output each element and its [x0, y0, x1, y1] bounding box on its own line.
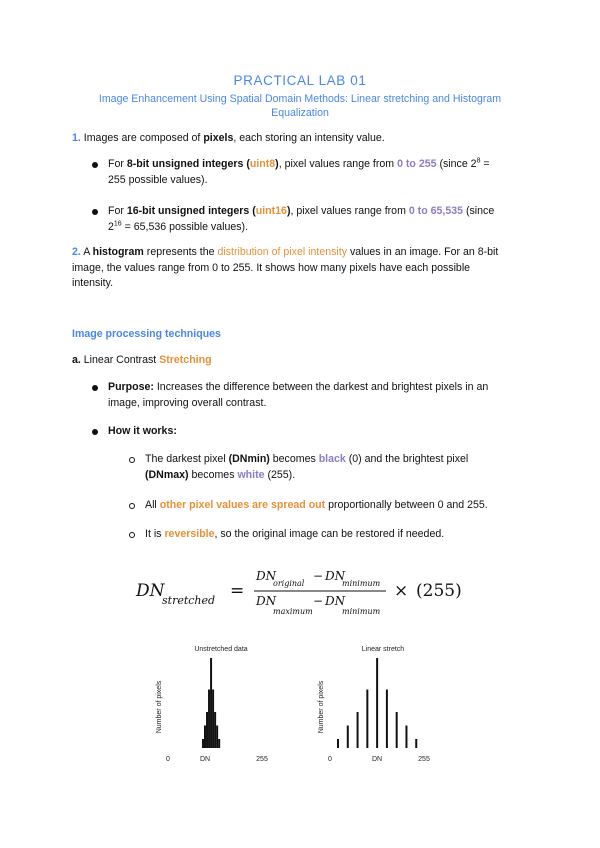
- histogram-bar: [366, 690, 368, 749]
- formula-minus-2: −: [313, 594, 324, 608]
- bullet-uint8: For 8-bit unsigned integers (uint8), pixel values range from 0 to 255 (since $2^8$ = 255 possible values).: [108, 157, 490, 186]
- histogram-bar: [386, 690, 388, 749]
- x-tick-label: DN: [371, 756, 383, 763]
- page-subtitle: Image Enhancement Using Spatial Domain Methods: Linear stretching and Histogram Equalization: [98, 93, 502, 119]
- sub-bullet-circle: [129, 503, 135, 509]
- bullet-dot: [92, 162, 98, 168]
- y-axis-label: Number of pixels: [318, 680, 325, 734]
- histogram-bar: [405, 726, 407, 749]
- page-title: PRACTICAL LAB 01: [233, 73, 367, 88]
- formula-den-sub: maximum: [273, 607, 313, 616]
- purpose-item: Purpose: Increases the difference between the darkest and brightest pixels in an image, improving overall contrast.: [108, 381, 489, 409]
- histogram-bar: [208, 690, 210, 749]
- bullet-dot: [92, 209, 98, 215]
- histogram-bar: [210, 658, 212, 748]
- bullet-dot: [92, 385, 98, 391]
- histogram-bar: [212, 690, 214, 749]
- subsection-heading: a. Linear Contrast Stretching: [72, 354, 212, 366]
- formula-num2: DN: [325, 569, 346, 583]
- how-item-2: All other pixel values are spread out proportionally between 0 and 255.: [145, 499, 488, 511]
- chart-title: Linear stretch: [361, 646, 405, 653]
- histogram-bar: [214, 712, 216, 748]
- formula-times: ×: [394, 581, 409, 601]
- formula-den: DN: [256, 594, 277, 608]
- formula-den2: DN: [325, 594, 346, 608]
- formula-minus-1: −: [313, 569, 324, 583]
- point-2: 2. A histogram represents the distribution of pixel intensity values in an image. For an 8-bit image, the values range from 0 to 255. It shows how many pixels have each possible intensity.: [72, 246, 499, 289]
- histogram-bar: [204, 726, 206, 749]
- histogram-bar: [337, 739, 339, 748]
- section-heading: Image processing techniques: [72, 328, 221, 340]
- how-item-3: It is reversible, so the original image can be restored if needed.: [145, 528, 445, 540]
- point-2-number: 2.: [72, 246, 81, 258]
- histogram-linear-stretch: [312, 642, 442, 767]
- histogram-bar: [376, 658, 378, 748]
- x-tick-label: 0: [328, 756, 332, 763]
- formula-num: DN: [256, 569, 277, 583]
- histogram-bar: [415, 739, 417, 748]
- x-tick-label: DN: [199, 756, 211, 763]
- how-item-1: The darkest pixel (DNmin) becomes black (0) and the brightest pixel (DNmax) becomes white (255).: [145, 453, 469, 481]
- formula-equals: =: [230, 581, 245, 601]
- formula-num-sub: original: [273, 579, 305, 588]
- how-it-works-label: How it works:: [108, 425, 177, 437]
- sub-bullet-circle: [129, 457, 135, 463]
- formula-lhs: DN: [136, 581, 165, 601]
- x-tick-label: 255: [418, 756, 430, 763]
- point-1: 1. Images are composed of pixels, each storing an intensity value.: [72, 132, 385, 144]
- bullet-dot: [92, 429, 98, 435]
- formula-den2-sub: minimum: [342, 607, 381, 616]
- formula-factor: (255): [416, 581, 462, 601]
- histogram-bar: [202, 739, 204, 748]
- x-tick-label: 255: [256, 756, 268, 763]
- histogram-bar: [357, 712, 359, 748]
- histogram-bar: [218, 739, 220, 748]
- histogram-bar: [347, 726, 349, 749]
- formula-num2-sub: minimum: [342, 579, 381, 588]
- point-1-number: 1.: [72, 132, 81, 144]
- histogram-bar: [206, 712, 208, 748]
- x-tick-label: 0: [166, 756, 170, 763]
- stretch-formula: [130, 562, 480, 620]
- histogram-bar: [216, 726, 218, 749]
- histogram-unstretched: [150, 642, 280, 767]
- bullet-uint16: For 16-bit unsigned integers (uint16), pixel values range from 0 to 65,535 (since $2^{16} = 65,536$ possible values).: [108, 205, 495, 233]
- chart-title: Unstretched data: [194, 646, 248, 653]
- y-axis-label: Number of pixels: [156, 680, 163, 734]
- histogram-bar: [396, 712, 398, 748]
- sub-bullet-circle: [129, 532, 135, 538]
- formula-lhs-sub: stretched: [162, 594, 216, 607]
